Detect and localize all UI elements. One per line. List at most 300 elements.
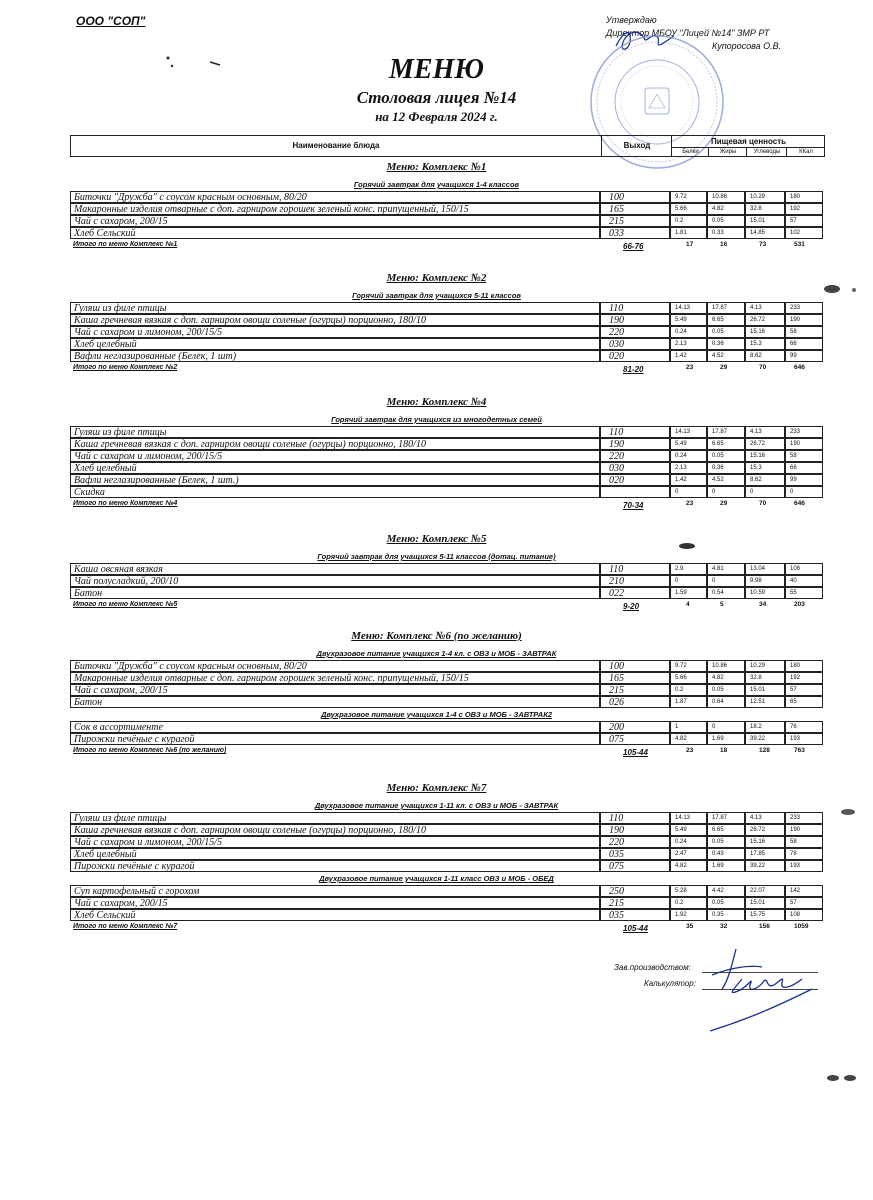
total-label: Итого по меню Комплекс №5 — [73, 601, 178, 608]
total-output: 81-20 — [623, 365, 644, 374]
dish-fats: 4.82 — [707, 203, 745, 215]
table-row — [70, 824, 825, 836]
dish-kcal: 99 — [785, 350, 823, 362]
dish-kcal: 190 — [785, 824, 823, 836]
total-fats: 29 — [720, 500, 728, 507]
table-row — [70, 474, 825, 486]
dish-fats: 0.05 — [707, 450, 745, 462]
table-row — [70, 733, 825, 745]
total-kcal: 531 — [794, 241, 805, 248]
dish-carbs: 15.01 — [745, 215, 785, 227]
dish-proteins: 0 — [670, 486, 707, 498]
menu-total-row — [70, 601, 825, 612]
table-row — [70, 215, 825, 227]
table-row — [70, 660, 825, 672]
dish-name: Каша овсяная вязкая — [70, 563, 600, 575]
dish-output: 035 — [600, 909, 670, 921]
dish-carbs: 10.59 — [745, 587, 785, 599]
group-title: Двухразовое питание учащихся 1-11 кл. с ОВЗ и МОБ - ЗАВТРАК — [314, 801, 559, 810]
dish-fats: 17.87 — [707, 302, 745, 314]
dish-name: Чай с сахаром, 200/15 — [70, 215, 600, 227]
dish-output: 220 — [600, 326, 670, 338]
dish-carbs: 0 — [745, 486, 785, 498]
dish-carbs: 32.8 — [745, 672, 785, 684]
dish-fats: 10.86 — [707, 191, 745, 203]
dish-proteins: 2.9 — [670, 563, 707, 575]
table-header — [70, 135, 825, 157]
menu-total-row — [70, 241, 825, 252]
dish-proteins: 1.81 — [670, 227, 707, 239]
dish-carbs: 15.75 — [745, 909, 785, 921]
dish-fats: 0.35 — [707, 909, 745, 921]
dish-fats: 1.69 — [707, 860, 745, 872]
dish-name: Чай с сахаром и лимоном, 200/15/5 — [70, 450, 600, 462]
dish-kcal: 66 — [785, 462, 823, 474]
dish-fats: 0.33 — [707, 227, 745, 239]
table-row — [70, 191, 825, 203]
total-proteins: 23 — [686, 747, 694, 754]
table-row — [70, 350, 825, 362]
dish-kcal: 66 — [785, 338, 823, 350]
total-proteins: 4 — [686, 601, 690, 608]
dish-output: 215 — [600, 684, 670, 696]
dish-output: 215 — [600, 215, 670, 227]
dish-kcal: 57 — [785, 215, 823, 227]
dish-kcal: 233 — [785, 812, 823, 824]
dish-proteins: 2.47 — [670, 848, 707, 860]
dish-proteins: 1.87 — [670, 696, 707, 708]
dish-name: Хлеб целебный — [70, 338, 600, 350]
table-row — [70, 848, 825, 860]
table-row — [70, 203, 825, 215]
dish-carbs: 4.13 — [745, 426, 785, 438]
dish-carbs: 26.72 — [745, 314, 785, 326]
dish-name: Пирожки печёные с курагой — [70, 733, 600, 745]
table-row — [70, 812, 825, 824]
dish-kcal: 190 — [785, 314, 823, 326]
table-row — [70, 302, 825, 314]
dish-name: Чай с сахаром, 200/15 — [70, 684, 600, 696]
dish-fats: 0.36 — [707, 338, 745, 350]
page-subtitle: Столовая лицея №14 — [356, 88, 517, 107]
dish-proteins: 0.2 — [670, 897, 707, 909]
dish-output: 110 — [600, 426, 670, 438]
dish-name: Чай с сахаром и лимоном, 200/15/5 — [70, 836, 600, 848]
dish-kcal: 0 — [785, 486, 823, 498]
dish-fats: 1.69 — [707, 733, 745, 745]
table-row — [70, 672, 825, 684]
dish-name: Каша гречневая вязкая с доп. гарниром овощи соленые (огурцы) порционно, 180/10 — [70, 824, 600, 836]
dish-fats: 4.52 — [707, 350, 745, 362]
dish-proteins: 5.28 — [670, 885, 707, 897]
table-row — [70, 836, 825, 848]
total-carbs: 73 — [759, 241, 767, 248]
dish-proteins: 5.49 — [670, 314, 707, 326]
total-fats: 32 — [720, 923, 728, 930]
dish-kcal: 233 — [785, 426, 823, 438]
total-output: 105-44 — [623, 924, 648, 933]
group-title: Горячий завтрак для учащихся из многодетных семей — [331, 415, 542, 424]
dish-fats: 0 — [707, 575, 745, 587]
dish-carbs: 4.13 — [745, 812, 785, 824]
dish-fats: 0.36 — [707, 462, 745, 474]
production-head-label: Зав.производством: — [614, 963, 691, 972]
total-label: Итого по меню Комплекс №4 — [73, 500, 178, 507]
dish-name: Биточки "Дружба" с соусом красным основным, 80/20 — [70, 660, 600, 672]
dish-proteins: 1.42 — [670, 474, 707, 486]
dish-name: Хлеб целебный — [70, 848, 600, 860]
dish-proteins: 5.66 — [670, 672, 707, 684]
total-kcal: 1059 — [794, 923, 809, 930]
table-row — [70, 486, 825, 498]
scan-smudge-3 — [838, 806, 860, 818]
dish-carbs: 26.72 — [745, 824, 785, 836]
dish-name: Сок в ассортименте — [70, 721, 600, 733]
dish-name: Хлеб Сельский — [70, 227, 600, 239]
dish-output: 215 — [600, 897, 670, 909]
dish-proteins: 0 — [670, 575, 707, 587]
dish-fats: 6.65 — [707, 824, 745, 836]
dish-output: 100 — [600, 191, 670, 203]
approval-line-2: Директор МБОУ "Лицей №14" ЗМР РТ — [606, 28, 770, 38]
dish-name: Батон — [70, 587, 600, 599]
dish-kcal: 57 — [785, 684, 823, 696]
page-title: МЕНЮ — [389, 54, 484, 85]
total-proteins: 23 — [686, 500, 694, 507]
menu-title: Меню: Комплекс №1 — [386, 161, 487, 173]
dish-output: 026 — [600, 696, 670, 708]
dish-name: Чай полусладкий, 200/10 — [70, 575, 600, 587]
table-row — [70, 587, 825, 599]
dish-name: Скидка — [70, 486, 600, 498]
dish-kcal: 190 — [785, 438, 823, 450]
menu-total-row — [70, 364, 825, 375]
dish-kcal: 65 — [785, 696, 823, 708]
total-kcal: 646 — [794, 364, 805, 371]
dish-name: Чай с сахаром и лимоном, 200/15/5 — [70, 326, 600, 338]
dish-output: 250 — [600, 885, 670, 897]
table-row — [70, 860, 825, 872]
dish-kcal: 108 — [785, 909, 823, 921]
dish-kcal: 233 — [785, 302, 823, 314]
dish-name: Хлеб целебный — [70, 462, 600, 474]
dish-carbs: 15.01 — [745, 897, 785, 909]
table-row — [70, 721, 825, 733]
dish-fats: 0.64 — [707, 696, 745, 708]
dish-kcal: 78 — [785, 848, 823, 860]
dish-output: 030 — [600, 462, 670, 474]
dish-output: 020 — [600, 350, 670, 362]
dish-carbs: 15.01 — [745, 684, 785, 696]
dish-proteins: 1.92 — [670, 909, 707, 921]
dish-output: 210 — [600, 575, 670, 587]
total-carbs: 156 — [759, 923, 770, 930]
dish-output: 020 — [600, 474, 670, 486]
total-carbs: 128 — [759, 747, 770, 754]
dish-carbs: 15.3 — [745, 338, 785, 350]
menu-title: Меню: Комплекс №5 — [386, 533, 487, 545]
total-carbs: 70 — [759, 500, 767, 507]
total-label: Итого по меню Комплекс №6 (по желанию) — [73, 747, 227, 754]
table-row — [70, 450, 825, 462]
table-row — [70, 563, 825, 575]
dish-proteins: 9.72 — [670, 660, 707, 672]
dish-fats: 10.86 — [707, 660, 745, 672]
dish-name: Вафли неглазированные (Белек, 1 шт.) — [70, 474, 600, 486]
dish-output: 110 — [600, 563, 670, 575]
table-row — [70, 885, 825, 897]
dish-fats: 4.42 — [707, 885, 745, 897]
dish-carbs: 15.3 — [745, 462, 785, 474]
table-row — [70, 897, 825, 909]
dish-proteins: 0.2 — [670, 215, 707, 227]
dish-proteins: 1.42 — [670, 350, 707, 362]
table-row — [70, 338, 825, 350]
dish-fats: 6.65 — [707, 438, 745, 450]
dish-fats: 0.05 — [707, 684, 745, 696]
table-row — [70, 227, 825, 239]
table-row — [70, 326, 825, 338]
group-title: Двухразовое питание учащихся 1-4 кл. с ОВЗ и МОБ - ЗАВТРАК — [316, 649, 557, 658]
total-carbs: 34 — [759, 601, 767, 608]
menu-date: на 12 Февраля 2024 г. — [375, 109, 498, 124]
scan-smudge-5 — [160, 52, 230, 72]
dish-fats: 0.05 — [707, 897, 745, 909]
dish-kcal: 57 — [785, 897, 823, 909]
dish-fats: 4.82 — [707, 672, 745, 684]
dish-output: 075 — [600, 733, 670, 745]
dish-carbs: 8.62 — [745, 474, 785, 486]
dish-proteins: 0.24 — [670, 836, 707, 848]
dish-name: Макаронные изделия отварные с доп. гарниром горошек зеленый конс. припущенный, 150/15 — [70, 203, 600, 215]
dish-output: 022 — [600, 587, 670, 599]
dish-proteins: 14.13 — [670, 302, 707, 314]
scan-smudge-4 — [824, 1072, 860, 1084]
menu-title: Меню: Комплекс №4 — [386, 396, 487, 408]
dish-fats: 0 — [707, 486, 745, 498]
dish-name: Батон — [70, 696, 600, 708]
table-row — [70, 462, 825, 474]
dish-proteins: 2.13 — [670, 462, 707, 474]
dish-output: 220 — [600, 450, 670, 462]
total-label: Итого по меню Комплекс №1 — [73, 241, 178, 248]
dish-proteins: 5.66 — [670, 203, 707, 215]
dish-name: Гуляш из филе птицы — [70, 426, 600, 438]
approval-name: Купоросова О.В. — [712, 41, 782, 51]
dish-carbs: 26.72 — [745, 438, 785, 450]
dish-kcal: 192 — [785, 672, 823, 684]
header-kcal: ККал — [786, 147, 825, 157]
group-title: Двухразовое питание учащихся 1-11 класс ОВЗ и МОБ - ОБЕД — [319, 874, 554, 883]
dish-name: Каша гречневая вязкая с доп. гарниром овощи соленые (огурцы) порционно, 180/10 — [70, 438, 600, 450]
dish-carbs: 17.85 — [745, 848, 785, 860]
dish-carbs: 22.07 — [745, 885, 785, 897]
dish-fats: 0.05 — [707, 326, 745, 338]
total-proteins: 17 — [686, 241, 694, 248]
dish-fats: 0.43 — [707, 848, 745, 860]
dish-fats: 0.05 — [707, 836, 745, 848]
dish-fats: 0.54 — [707, 587, 745, 599]
table-row — [70, 575, 825, 587]
dish-proteins: 4.82 — [670, 860, 707, 872]
dish-proteins: 0.2 — [670, 684, 707, 696]
dish-carbs: 14.85 — [745, 227, 785, 239]
dish-kcal: 142 — [785, 885, 823, 897]
calculator-label: Калькулятор: — [644, 979, 696, 988]
dish-name: Макаронные изделия отварные с доп. гарниром горошек зеленый конс. припущенный, 150/15 — [70, 672, 600, 684]
dish-kcal: 180 — [785, 660, 823, 672]
table-row — [70, 438, 825, 450]
menu-title: Меню: Комплекс №2 — [386, 272, 487, 284]
dish-output: 190 — [600, 438, 670, 450]
dish-carbs: 39.22 — [745, 860, 785, 872]
dish-output: 220 — [600, 836, 670, 848]
header-nutrition: Пищевая ценность — [671, 136, 825, 147]
dish-carbs: 10.29 — [745, 660, 785, 672]
total-fats: 16 — [720, 241, 728, 248]
scan-smudge-2 — [676, 541, 698, 551]
group-title: Горячий завтрак для учащихся 1-4 классов — [353, 180, 520, 189]
dish-output: 035 — [600, 848, 670, 860]
dish-carbs: 15.16 — [745, 450, 785, 462]
total-output: 9-20 — [623, 602, 640, 611]
dish-name: Гуляш из филе птицы — [70, 812, 600, 824]
group-title: Горячий завтрак для учащихся 5-11 классов (дотац. питание) — [317, 552, 556, 561]
total-label: Итого по меню Комплекс №2 — [73, 364, 178, 371]
group-title: Горячий завтрак для учащихся 5-11 классов — [352, 291, 521, 300]
dish-carbs: 18.2 — [745, 721, 785, 733]
dish-fats: 0 — [707, 721, 745, 733]
group-title: Двухразовое питание учащихся 1-4 с ОВЗ и МОБ - ЗАВТРАК2 — [320, 710, 553, 719]
dish-kcal: 55 — [785, 587, 823, 599]
total-kcal: 203 — [794, 601, 805, 608]
dish-output — [600, 486, 670, 498]
dish-carbs: 4.13 — [745, 302, 785, 314]
dish-kcal: 76 — [785, 721, 823, 733]
dish-carbs: 13.04 — [745, 563, 785, 575]
total-carbs: 70 — [759, 364, 767, 371]
dish-fats: 17.87 — [707, 812, 745, 824]
dish-proteins: 1.59 — [670, 587, 707, 599]
header-output: Выход — [601, 136, 672, 156]
header-proteins: Белки — [671, 147, 709, 157]
dish-output: 190 — [600, 314, 670, 326]
dish-output: 165 — [600, 203, 670, 215]
dish-kcal: 193 — [785, 860, 823, 872]
dish-proteins: 2.13 — [670, 338, 707, 350]
total-output: 105-44 — [623, 748, 648, 757]
dish-proteins: 9.72 — [670, 191, 707, 203]
total-output: 66-76 — [623, 242, 644, 251]
header-dish-name: Наименование блюда — [292, 141, 380, 150]
dish-output: 030 — [600, 338, 670, 350]
dish-kcal: 58 — [785, 450, 823, 462]
dish-proteins: 1 — [670, 721, 707, 733]
dish-name: Каша гречневая вязкая с доп. гарниром овощи соленые (огурцы) порционно, 180/10 — [70, 314, 600, 326]
dish-kcal: 58 — [785, 836, 823, 848]
dish-kcal: 180 — [785, 191, 823, 203]
dish-fats: 4.81 — [707, 563, 745, 575]
dish-proteins: 0.24 — [670, 326, 707, 338]
menu-total-row — [70, 500, 825, 511]
dish-carbs: 32.8 — [745, 203, 785, 215]
dish-output: 190 — [600, 824, 670, 836]
dish-carbs: 10.29 — [745, 191, 785, 203]
dish-proteins: 14.13 — [670, 426, 707, 438]
dish-proteins: 5.49 — [670, 824, 707, 836]
dish-fats: 4.52 — [707, 474, 745, 486]
table-row — [70, 314, 825, 326]
dish-carbs: 39.22 — [745, 733, 785, 745]
total-kcal: 763 — [794, 747, 805, 754]
total-label: Итого по меню Комплекс №7 — [73, 923, 178, 930]
organization-name: ООО "СОП" — [76, 14, 146, 28]
dish-carbs: 8.62 — [745, 350, 785, 362]
menu-title: Меню: Комплекс №7 — [386, 782, 487, 794]
total-output: 70-34 — [623, 501, 644, 510]
menu-total-row — [70, 747, 825, 758]
dish-output: 075 — [600, 860, 670, 872]
dish-kcal: 108 — [785, 563, 823, 575]
total-kcal: 646 — [794, 500, 805, 507]
dish-output: 110 — [600, 812, 670, 824]
dish-carbs: 15.16 — [745, 326, 785, 338]
dish-name: Вафли неглазированные (Белек, 1 шт) — [70, 350, 600, 362]
dish-fats: 0.05 — [707, 215, 745, 227]
menu-title: Меню: Комплекс №6 (по желанию) — [351, 630, 522, 642]
approval-line-1: Утверждаю — [606, 15, 657, 25]
dish-name: Пирожки печёные с курагой — [70, 860, 600, 872]
dish-output: 165 — [600, 672, 670, 684]
dish-carbs: 9.98 — [745, 575, 785, 587]
total-proteins: 23 — [686, 364, 694, 371]
dish-kcal: 193 — [785, 733, 823, 745]
dish-output: 033 — [600, 227, 670, 239]
dish-name: Хлеб Сельский — [70, 909, 600, 921]
table-row — [70, 909, 825, 921]
dish-proteins: 0.24 — [670, 450, 707, 462]
total-fats: 29 — [720, 364, 728, 371]
table-row — [70, 696, 825, 708]
total-fats: 18 — [720, 747, 728, 754]
dish-output: 200 — [600, 721, 670, 733]
dish-proteins: 14.13 — [670, 812, 707, 824]
total-fats: 5 — [720, 601, 724, 608]
header-fats: Жиры — [708, 147, 747, 157]
dish-name: Биточки "Дружба" с соусом красным основным, 80/20 — [70, 191, 600, 203]
scan-smudge-1 — [820, 282, 864, 296]
dish-proteins: 5.49 — [670, 438, 707, 450]
dish-name: Суп картофельный с горохом — [70, 885, 600, 897]
dish-kcal: 192 — [785, 203, 823, 215]
dish-kcal: 58 — [785, 326, 823, 338]
dish-kcal: 102 — [785, 227, 823, 239]
dish-carbs: 12.51 — [745, 696, 785, 708]
production-signature — [702, 945, 822, 1035]
dish-name: Гуляш из филе птицы — [70, 302, 600, 314]
dish-kcal: 40 — [785, 575, 823, 587]
dish-kcal: 99 — [785, 474, 823, 486]
table-row — [70, 684, 825, 696]
dish-fats: 6.65 — [707, 314, 745, 326]
table-row — [70, 426, 825, 438]
header-carbs: Углеводы — [746, 147, 787, 157]
dish-proteins: 4.82 — [670, 733, 707, 745]
dish-fats: 17.87 — [707, 426, 745, 438]
dish-carbs: 15.16 — [745, 836, 785, 848]
menu-total-row — [70, 923, 825, 934]
dish-output: 100 — [600, 660, 670, 672]
